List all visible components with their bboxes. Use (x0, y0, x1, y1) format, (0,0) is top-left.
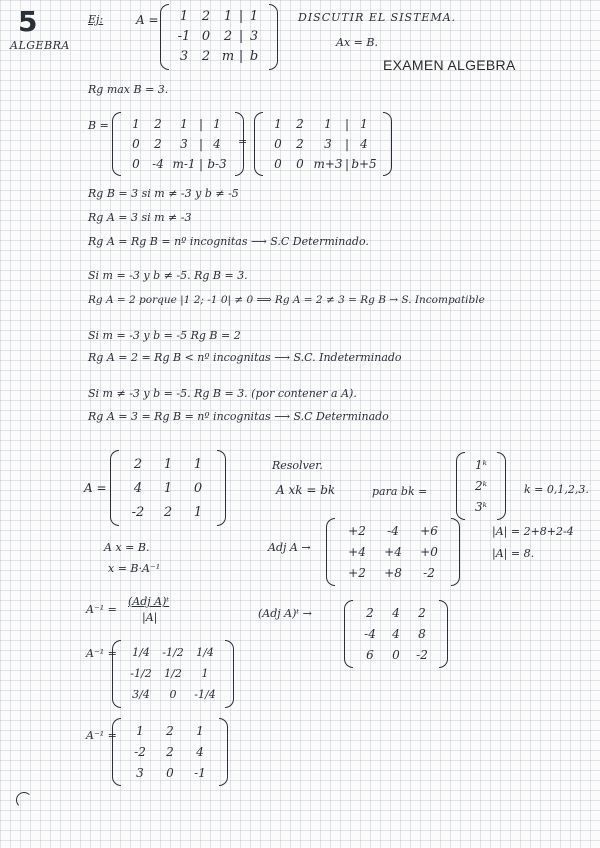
inverse-matrix-scaled (112, 718, 228, 786)
matrix-cell: 1/2 (164, 667, 182, 680)
matrix-cell: -1 (177, 28, 191, 44)
augment-separator: | (238, 48, 244, 64)
augment-separator: | (198, 117, 204, 131)
matrix-cell: +8 (384, 565, 402, 580)
augment-separator: | (198, 137, 204, 151)
matrix-cell: 1 (196, 723, 204, 738)
matrix-cell: 4 (360, 137, 368, 151)
matrix-cell: -1/2 (130, 667, 152, 680)
augmented-matrix-a (160, 4, 278, 70)
matrix-cell: 0 (296, 157, 304, 171)
inverse-1-label: A⁻¹ = (86, 647, 117, 660)
matrix-a2-label: A = (84, 481, 107, 495)
matrix-cell: 0 (166, 765, 174, 780)
matrix-cell: 1 (213, 117, 221, 131)
matrix-cell: 4 (133, 480, 143, 496)
augment-separator: | (344, 137, 350, 151)
matrix-cell: +2 (348, 523, 366, 538)
matrix-cell: 1 (132, 117, 140, 131)
adj-transpose-label: (Adj A)ᵗ → (258, 607, 312, 620)
vector-cell: 3ᵏ (474, 499, 487, 514)
inverse-formula-numerator: (Adj A)ᵗ (128, 595, 170, 608)
rank-max: Rg max B = 3. (88, 83, 169, 96)
para-bk-label: para bk = (372, 485, 428, 498)
matrix-cell: +4 (384, 544, 402, 559)
matrix-cell: 4 (196, 744, 204, 759)
matrix-cell: 0 (132, 137, 140, 151)
matrix-cell: 1 (201, 667, 209, 680)
page-title: EXAMEN ALGEBRA (383, 57, 516, 73)
determinant-expansion: |A| = 2+8+2-4 (492, 525, 574, 538)
matrix-cell: 3 (324, 137, 332, 151)
matrix-cell: 2 (296, 117, 304, 131)
subject-label: ALGEBRA (10, 39, 70, 52)
x-solution: x = B·A⁻¹ (108, 562, 161, 575)
augment-separator: | (344, 117, 350, 131)
matrix-cell: 8 (418, 626, 426, 641)
matrix-cell: 2 (296, 137, 304, 151)
k-values: k = 0,1,2,3. (524, 483, 589, 496)
matrix-cell: 3 (136, 765, 144, 780)
determinant-value: |A| = 8. (492, 547, 535, 560)
matrix-cell: -1/2 (162, 646, 184, 659)
adjugate-matrix (326, 518, 460, 586)
matrix-cell: 1 (324, 117, 332, 131)
matrix-cell: m-1 (172, 157, 196, 171)
matrix-cell: 1/4 (132, 646, 150, 659)
matrix-cell: 0 (274, 157, 282, 171)
matrix-cell: 1 (163, 456, 173, 472)
case-line-9: Rg A = 3 = Rg B = nº incognitas ⟶ S.C Determinado (88, 410, 389, 423)
case-line-8: Si m ≠ -3 y b = -5. Rg B = 3. (por contener a A). (88, 387, 357, 400)
matrix-cell: 3 (180, 137, 188, 151)
ej-label: Ej: (88, 13, 104, 26)
matrix-cell: +2 (348, 565, 366, 580)
reduced-matrix-1 (112, 112, 244, 176)
matrix-cell: 2 (154, 137, 162, 151)
matrix-cell: 2 (166, 723, 174, 738)
system-equation: Ax = B. (336, 36, 378, 49)
matrix-cell: 0 (193, 480, 203, 496)
augment-separator: | (238, 8, 244, 24)
matrix-cell: 3/4 (132, 688, 150, 701)
matrix-cell: 1 (249, 8, 259, 24)
matrix-cell: 1 (360, 117, 368, 131)
matrix-cell: 1 (179, 8, 189, 24)
matrix-cell: 0 (132, 157, 140, 171)
matrix-cell: b-3 (207, 157, 227, 171)
equals-sign: = (238, 135, 248, 148)
matrix-cell: 2 (223, 28, 233, 44)
matrix-cell: m+3 (313, 157, 343, 171)
vector-cell: 2ᵏ (474, 478, 487, 493)
matrix-cell: -4 (364, 626, 376, 641)
case-line-3: Rg A = Rg B = nº incognitas ⟶ S.C Determinado. (88, 235, 369, 248)
case-line-1: Rg B = 3 si m ≠ -3 y b ≠ -5 (88, 187, 239, 200)
matrix-cell: +6 (420, 523, 438, 538)
axk-equation: A xk = bk (276, 483, 336, 497)
binding-hole-mark (16, 792, 32, 808)
matrix-cell: 1 (163, 480, 173, 496)
vector-bk (456, 452, 506, 520)
augment-separator: | (198, 157, 204, 171)
adj-label: Adj A → (268, 541, 311, 554)
augment-separator: | (238, 28, 244, 44)
matrix-cell: 1 (223, 8, 233, 24)
matrix-a2 (110, 450, 226, 526)
task-title: DISCUTIR EL SISTEMA. (298, 11, 457, 24)
matrix-cell: 2 (418, 605, 426, 620)
vector-cell: 1ᵏ (474, 457, 487, 472)
inverse-formula-lhs: A⁻¹ = (86, 603, 117, 616)
matrix-cell: 2 (166, 744, 174, 759)
case-line-4: Si m = -3 y b ≠ -5. Rg B = 3. (88, 269, 248, 282)
inverse-2-label: A⁻¹ = (86, 729, 117, 742)
matrix-a-label: A = (136, 13, 159, 27)
case-line-5: Rg A = 2 porque |1 2; -1 0| ≠ 0 ⟹ Rg A = 2 ≠ 3 = Rg B → S. Incompatible (88, 294, 485, 306)
matrix-cell: 4 (213, 137, 221, 151)
matrix-cell: 1 (274, 117, 282, 131)
matrix-cell: 2 (201, 8, 211, 24)
exercise-number: 5 (18, 5, 38, 38)
matrix-cell: m (221, 48, 235, 64)
matrix-cell: +0 (420, 544, 438, 559)
matrix-cell: -4 (387, 523, 399, 538)
matrix-cell: 4 (392, 626, 400, 641)
matrix-cell: 2 (133, 456, 143, 472)
adjugate-transpose-matrix (344, 600, 448, 668)
matrix-cell: -2 (134, 744, 146, 759)
matrix-cell: -1 (194, 765, 206, 780)
matrix-cell: 2 (201, 48, 211, 64)
matrix-cell: b+5 (351, 157, 377, 171)
matrix-b-label: B = (88, 119, 109, 132)
ax-b-equation: A x = B. (104, 541, 150, 554)
matrix-cell: -4 (152, 157, 164, 171)
matrix-cell: 1/4 (196, 646, 214, 659)
matrix-cell: 1 (136, 723, 144, 738)
inverse-matrix-fraction (112, 640, 234, 708)
inverse-formula-denominator: |A| (142, 611, 158, 624)
matrix-cell: b (249, 48, 259, 64)
matrix-cell: 0 (169, 688, 177, 701)
reduced-matrix-2 (254, 112, 392, 176)
case-line-2: Rg A = 3 si m ≠ -3 (88, 211, 192, 224)
matrix-cell: 3 (179, 48, 189, 64)
matrix-cell: 1 (193, 504, 203, 520)
matrix-cell: 3 (249, 28, 259, 44)
case-line-6: Si m = -3 y b = -5 Rg B = 2 (88, 329, 241, 342)
matrix-cell: 0 (274, 137, 282, 151)
matrix-cell: 0 (392, 647, 400, 662)
case-line-7: Rg A = 2 = Rg B < nº incognitas ⟶ S.C. Indeterminado (88, 351, 402, 364)
matrix-cell: 0 (201, 28, 211, 44)
resolver-label: Resolver. (272, 459, 323, 472)
matrix-cell: 2 (366, 605, 374, 620)
augment-separator: | (344, 157, 350, 171)
matrix-cell: 6 (366, 647, 374, 662)
matrix-cell: 1 (180, 117, 188, 131)
matrix-cell: 1 (193, 456, 203, 472)
matrix-cell: 4 (392, 605, 400, 620)
matrix-cell: 2 (154, 117, 162, 131)
matrix-cell: 2 (163, 504, 173, 520)
matrix-cell: -2 (416, 647, 428, 662)
matrix-cell: -2 (131, 504, 145, 520)
matrix-cell: -2 (423, 565, 435, 580)
matrix-cell: -1/4 (194, 688, 216, 701)
matrix-cell: +4 (348, 544, 366, 559)
